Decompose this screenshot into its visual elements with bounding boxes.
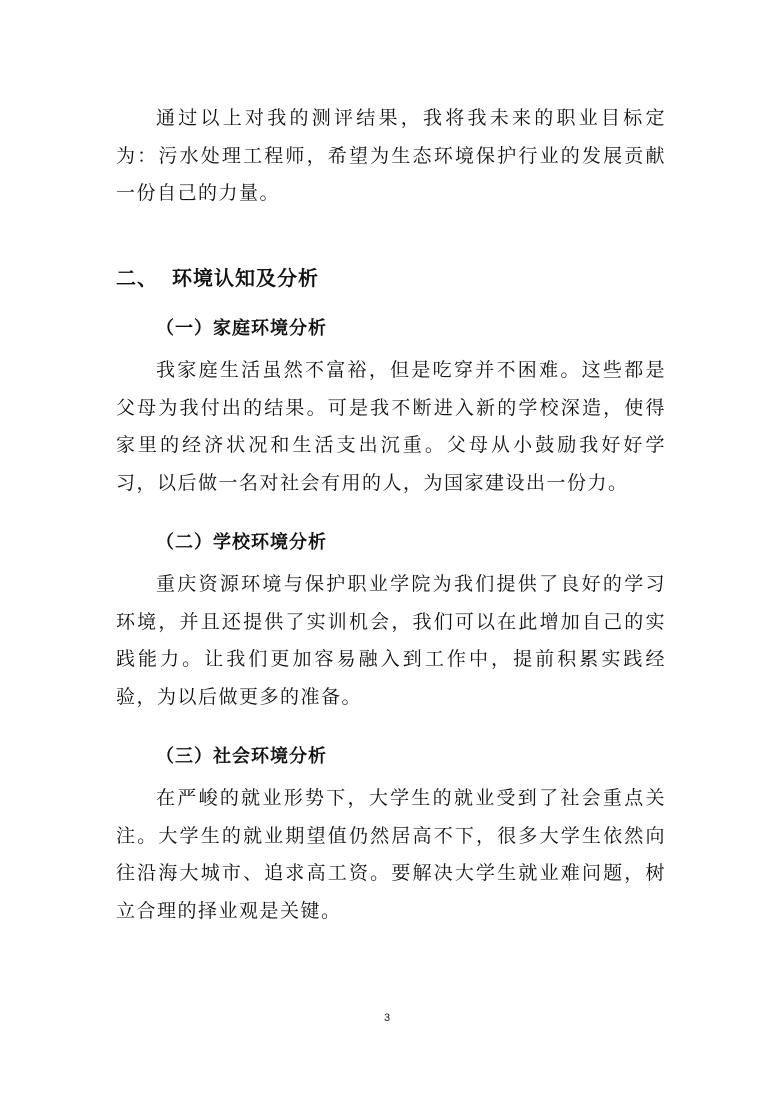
school-paragraph: 重庆资源环境与保护职业学院为我们提供了良好的学习环境，并且还提供了实训机会，我们可以在此增加自己的实践能力。让我们更加容易融入到工作中，提前积累实践经验，为以后做更多的准备。 xyxy=(116,573,666,708)
society-paragraph: 在严峻的就业形势下，大学生的就业受到了社会重点关注。大学生的就业期望值仍然居高不下，很多大学生依然向往沿海大城市、追求高工资。要解决大学生就业难问题，树立合理的择业观是关键。 xyxy=(116,787,666,922)
subsection-heading-family: （一）家庭环境分析 xyxy=(156,318,327,339)
section-heading xyxy=(116,262,319,291)
page-number: 3 xyxy=(383,1012,391,1024)
section-number: 二、 xyxy=(116,266,158,290)
section-title: 环境认知及分析 xyxy=(172,266,319,290)
subsection-heading-society: （三）社会环境分析 xyxy=(156,746,327,767)
family-paragraph: 我家庭生活虽然不富裕，但是吃穿并不困难。这些都是父母为我付出的结果。可是我不断进入新的学校深造，使得家里的经济状况和生活支出沉重。父母从小鼓励我好好学习，以后做一名对社会有用的人，为国家建设出一份力。 xyxy=(116,359,666,494)
subsection-heading-school: （二）学校环境分析 xyxy=(156,532,327,553)
intro-paragraph: 通过以上对我的测评结果，我将我未来的职业目标定为：污水处理工程师，希望为生态环境保护行业的发展贡献一份自己的力量。 xyxy=(116,107,666,204)
